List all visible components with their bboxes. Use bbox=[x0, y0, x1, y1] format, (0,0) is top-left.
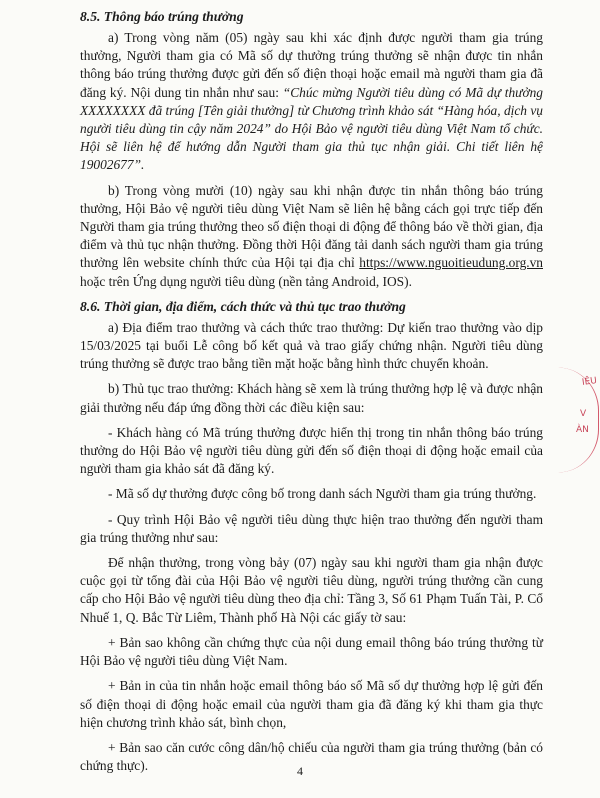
section-85-para-a bbox=[80, 29, 543, 175]
document-item-2: + Bản in của tin nhắn hoặc email thông báo số Mã số dự thưởng hợp lệ gửi đến số điện thoại di động hoặc email của người tham gia đã đăng ký khi tham gia thực hiện chương trình khảo sát, bình chọn, bbox=[80, 678, 543, 730]
condition-2: - Mã số dự thưởng được công bố trong danh sách Người tham gia trúng thưởng. bbox=[108, 486, 537, 502]
website-link[interactable]: https://www.nguoitieudung.org.vn bbox=[359, 255, 543, 271]
document-page bbox=[80, 8, 543, 781]
document-item-1: + Bản sao không cần chứng thực của nội dung email thông báo trúng thưởng từ Hội Bảo vệ người tiêu dùng Việt Nam. bbox=[80, 634, 543, 669]
section-86-heading: 8.6. Thời gian, địa điểm, cách thức và thủ tục trao thưởng bbox=[80, 298, 406, 314]
section-85-heading: 8.5. Thông báo trúng thưởng bbox=[80, 9, 244, 24]
stamp-text-2: V bbox=[580, 409, 587, 419]
red-stamp-fragment bbox=[576, 370, 598, 475]
page-number: 4 bbox=[297, 764, 303, 778]
procedure-text: Để nhận thưởng, trong vòng bảy (07) ngày sau khi người tham gia nhận được cuộc gọi từ tổng đài của Hội Bảo vệ người tiêu dùng, người trúng thưởng cần cung cấp cho Hội Bảo vệ người tiêu dùng theo địa chỉ: Tầng 3, Số 61 Phạm Tuấn Tài, P. Cổ Nhuế 1, Q. Bắc Từ Liêm, Thành phố Hà Nội các giấy tờ sau: bbox=[80, 555, 543, 625]
para-b-text: b) Trong vòng mười (10) ngày sau khi nhận được tin nhắn thông báo trúng thưởng, Hội Bảo vệ người tiêu dùng Việt Nam sẽ liên hệ bằng cách gọi trực tiếp đến Người tham gia trúng thưởng theo số điện thoại di động để thông báo về thời gian, địa điểm và thủ tục nhận thưởng. Đồng thời Hội đăng tải danh sách người tham gia trúng thưởng lên website chính thức của Hội tại địa chỉ bbox=[80, 182, 543, 271]
condition-1: - Khách hàng có Mã trúng thưởng được hiển thị trong tin nhắn thông báo trúng thưởng do Hội Bảo vệ người tiêu dùng gửi đến số điện thoại di động hoặc email của người tham gia khảo sát đã đăng ký. bbox=[80, 424, 543, 477]
stamp-text-3: ÀN bbox=[576, 425, 589, 435]
section-85-para-b bbox=[80, 182, 543, 291]
section-86-para-b: b) Thủ tục trao thưởng: Khách hàng sẽ xem là trúng thưởng hợp lệ và được nhận giải thưởng nếu đáp ứng đồng thời các điều kiện sau: bbox=[80, 381, 543, 415]
stamp-text-1: IÊU bbox=[581, 376, 598, 388]
section-86-para-a: a) Địa điểm trao thưởng và cách thức trao thưởng: Dự kiến trao thưởng vào dịp 15/03/2025 tại buổi Lễ công bố kết quả và trao giấy chứng nhận. Người tiêu dùng trúng thưởng sẽ được trao bằng tiền mặt hoặc bằng hình thức chuyển khoản. bbox=[80, 319, 543, 372]
condition-3: - Quy trình Hội Bảo vệ người tiêu dùng thực hiện trao thưởng đến người tham gia trúng thưởng như sau: bbox=[80, 511, 543, 545]
para-a-text: a) Trong vòng năm (05) ngày sau khi xác định được người tham gia trúng thưởng, Người tham gia có Mã số dự thưởng trúng thưởng sẽ nhận được tin nhắn thông báo trúng thưởng được gửi đến số điện thoại hoặc email mà người tham gia đã đăng ký. Nội dung tin nhắn như sau: bbox=[80, 30, 543, 100]
document-item-3: + Bản sao căn cước công dân/hộ chiếu của người tham gia trúng thưởng (bản có chứng thực). bbox=[80, 739, 543, 774]
para-b-tail: hoặc trên Ứng dụng người tiêu dùng (nền tảng Android, IOS). bbox=[80, 273, 412, 289]
sms-quote: “Chúc mừng Người tiêu dùng có Mã dự thưởng XXXXXXXX đã trúng [Tên giải thưởng] từ Chương trình khảo sát “Hàng hóa, dịch vụ người tiêu dùng tin cậy năm 2024” do Hội Bảo vệ người tiêu dùng Việt Nam tổ chức. Hội sẽ liên hệ để hướng dẫn Người tham gia thủ tục nhận giải. Chi tiết liên hệ 19002677”. bbox=[80, 84, 543, 173]
